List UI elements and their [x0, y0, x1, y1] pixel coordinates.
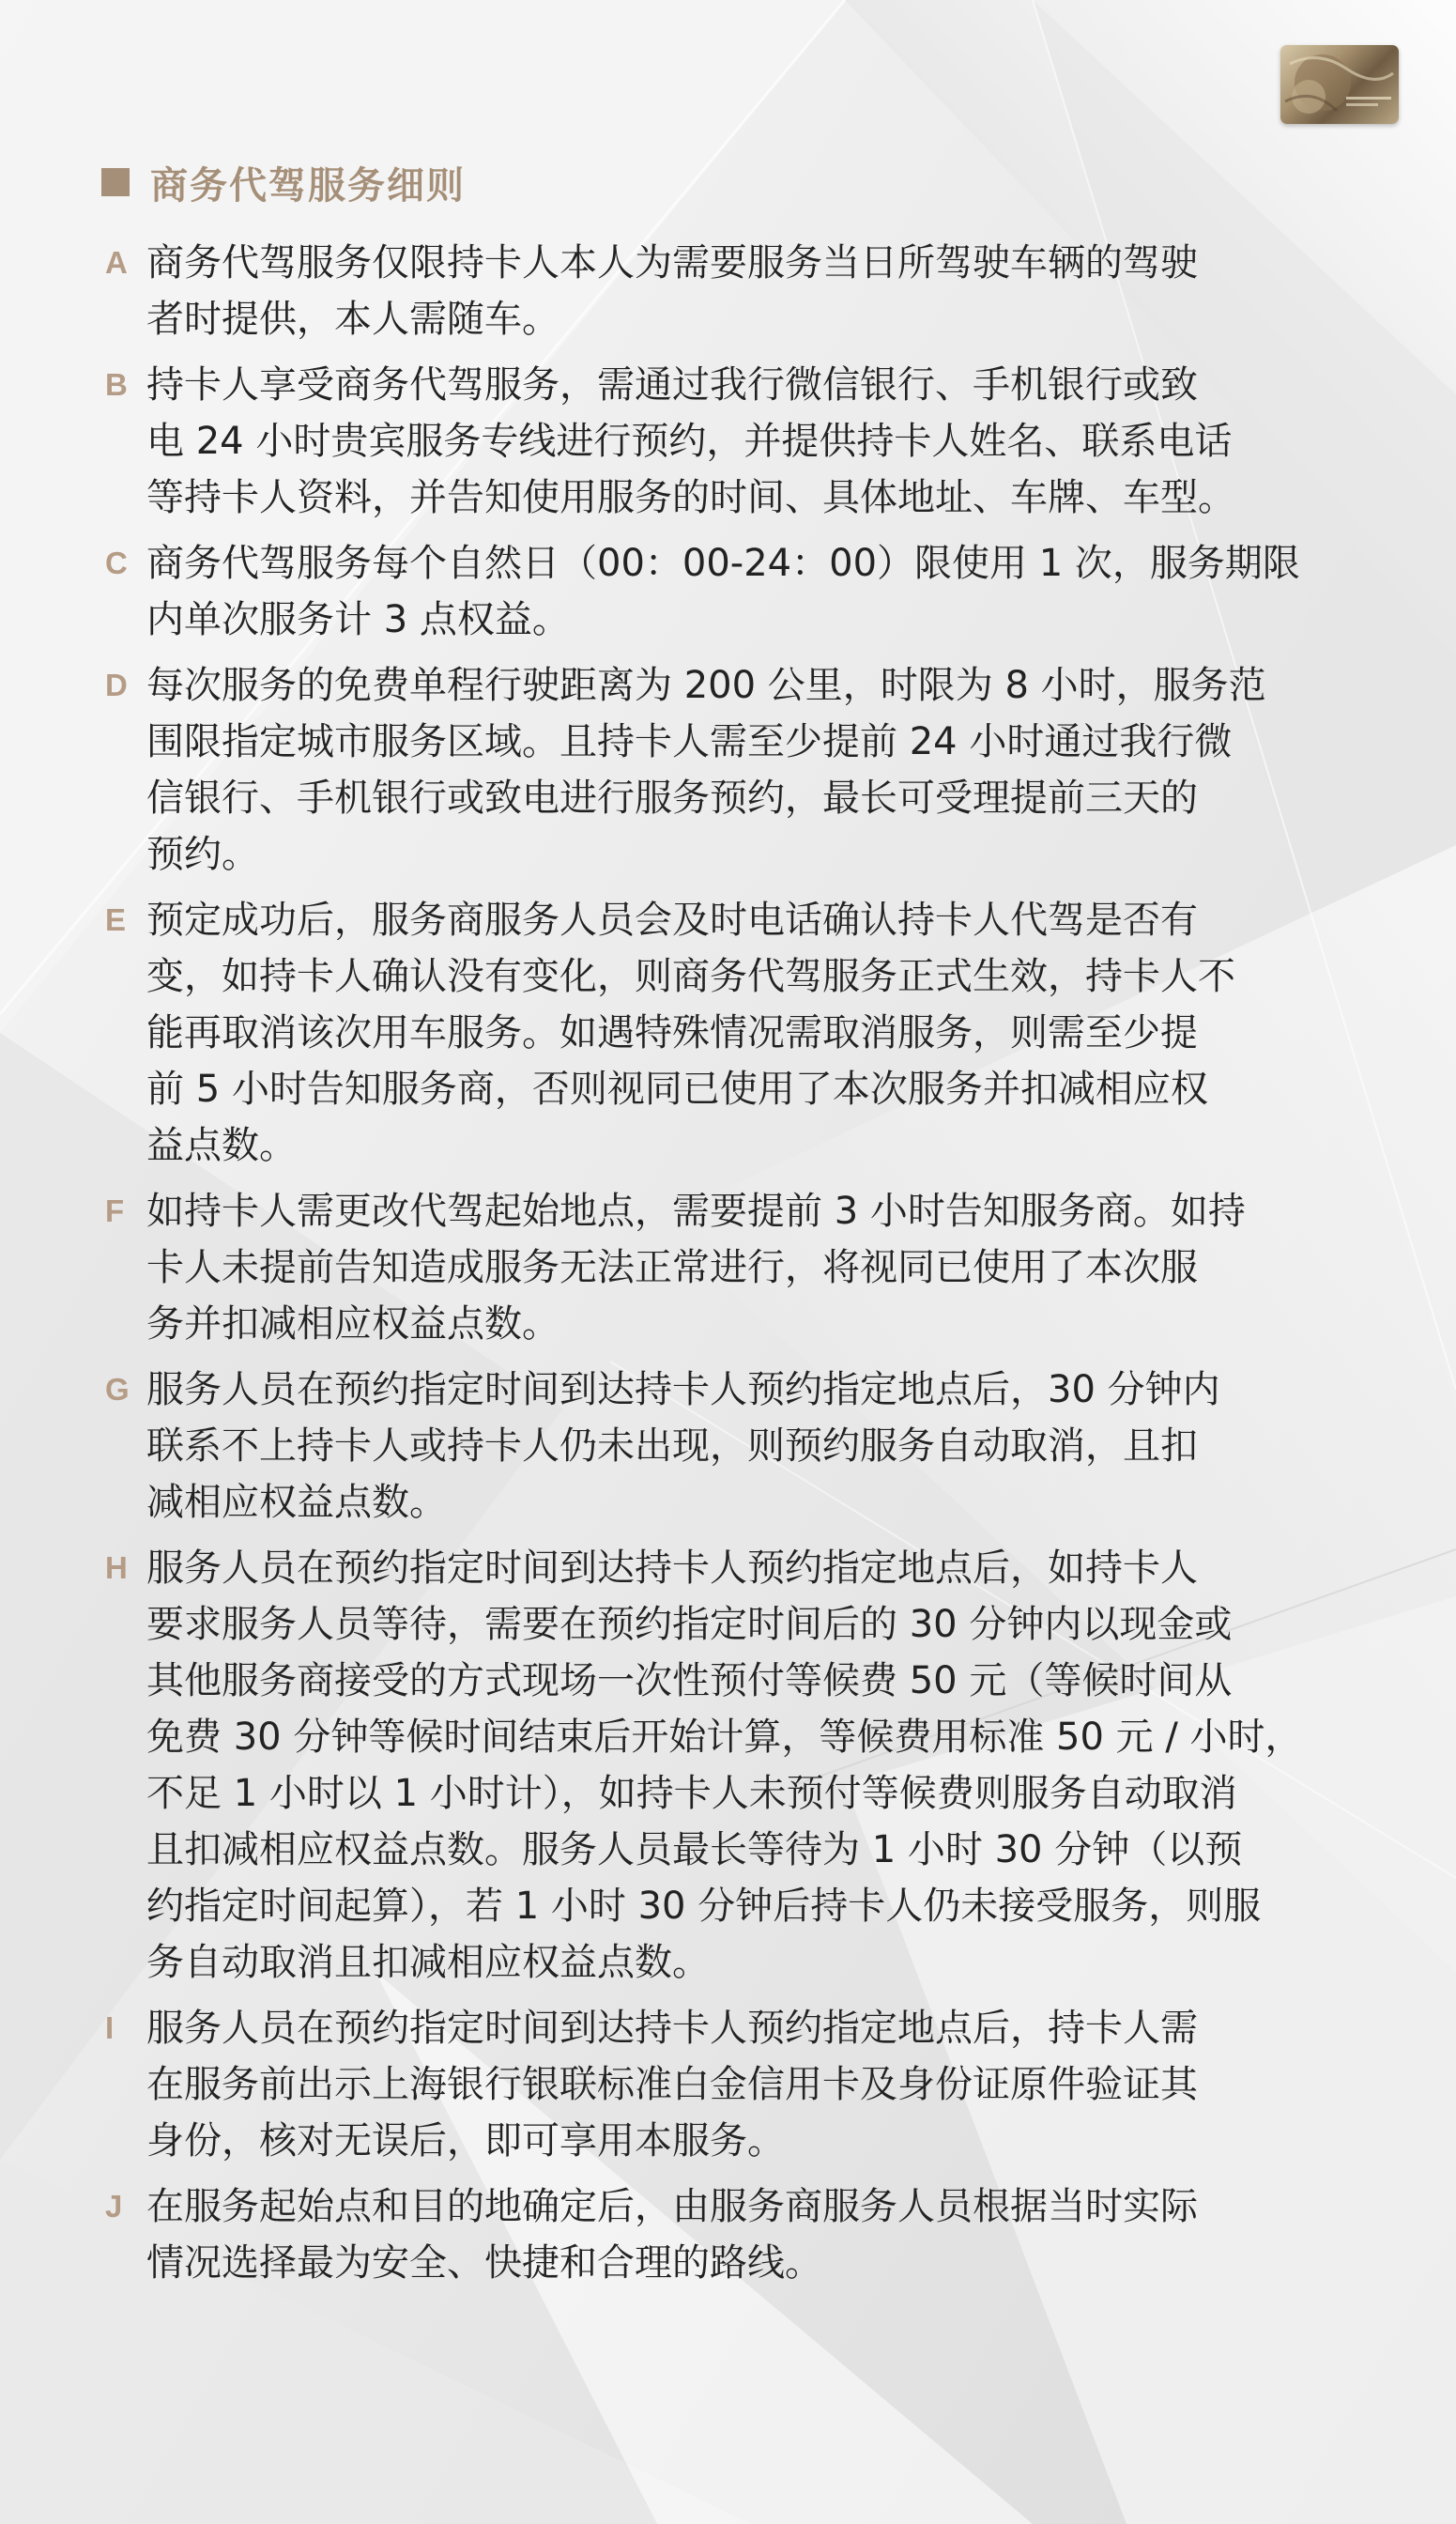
rule-text: [146, 657, 1372, 883]
rule-letter: A: [105, 245, 128, 280]
rule-line: 变，如持卡人确认没有变化，则商务代驾服务正式生效，持卡人不: [146, 955, 1235, 998]
rule-letter: J: [105, 2189, 123, 2224]
rule-line: 务自动取消且扣减相应权益点数。: [146, 1941, 710, 1984]
rule-letter: I: [105, 2010, 115, 2045]
credit-card-image: [1280, 45, 1399, 124]
rule-line: 商务代驾服务每个自然日（00：00-24：00）限使用 1 次，服务期限: [146, 542, 1300, 585]
rule-line: 卡人未提前告知造成服务无法正常进行，将视同已使用了本次服: [146, 1246, 1198, 1289]
rule-item: [105, 1362, 1372, 1531]
rule-line: 者时提供，本人需随车。: [146, 298, 559, 341]
rule-line: 商务代驾服务仅限持卡人本人为需要服务当日所驾驶车辆的驾驶: [146, 241, 1198, 285]
rule-letter: E: [105, 902, 127, 937]
rule-line: 预定成功后，服务商服务人员会及时电话确认持卡人代驾是否有: [146, 899, 1198, 942]
rule-letter: D: [105, 668, 128, 702]
square-bullet-icon: [101, 168, 130, 196]
rule-item: [105, 2178, 1372, 2291]
rule-text: [146, 235, 1372, 347]
rule-letter: H: [105, 1550, 128, 1585]
rule-letter: G: [105, 1372, 130, 1407]
rule-item: [105, 235, 1372, 347]
rule-line: 要求服务人员等待，需要在预约指定时间后的 30 分钟内以现金或: [146, 1603, 1233, 1646]
rule-line: 每次服务的免费单程行驶距离为 200 公里，时限为 8 小时，服务范: [146, 664, 1266, 707]
rule-line: 内单次服务计 3 点权益。: [146, 598, 570, 641]
rule-line: 能再取消该次用车服务。如遇特殊情况需取消服务，则需至少提: [146, 1011, 1198, 1054]
rule-line: 等持卡人资料，并告知使用服务的时间、具体地址、车牌、车型。: [146, 476, 1235, 519]
rule-line: 在服务起始点和目的地确定后，由服务商服务人员根据当时实际: [146, 2185, 1198, 2228]
rule-line: 服务人员在预约指定时间到达持卡人预约指定地点后，如持卡人: [146, 1547, 1198, 1590]
rule-line: 身份，核对无误后，即可享用本服务。: [146, 2119, 785, 2162]
rule-line: 约指定时间起算），若 1 小时 30 分钟后持卡人仍未接受服务，则服: [146, 1885, 1262, 1928]
rule-line: 服务人员在预约指定时间到达持卡人预约指定地点后，持卡人需: [146, 2007, 1198, 2050]
rule-text: [146, 2000, 1372, 2169]
rule-text: [146, 1362, 1372, 1531]
rule-line: 联系不上持卡人或持卡人仍未出现，则预约服务自动取消，且扣: [146, 1424, 1198, 1468]
rule-line: 电 24 小时贵宾服务专线进行预约，并提供持卡人姓名、联系电话: [146, 420, 1233, 463]
rule-line: 持卡人享受商务代驾服务，需通过我行微信银行、手机银行或致: [146, 363, 1198, 407]
rule-item: [105, 657, 1372, 883]
rule-item: [105, 357, 1372, 526]
rule-line: 不足 1 小时以 1 小时计），如持卡人未预付等候费则服务自动取消: [146, 1772, 1237, 1815]
rule-line: 信银行、手机银行或致电进行服务预约，最长可受理提前三天的: [146, 777, 1198, 820]
rule-line: 在服务前出示上海银行银联标准白金信用卡及身份证原件验证其: [146, 2063, 1198, 2106]
rule-line: 且扣减相应权益点数。服务人员最长等待为 1 小时 30 分钟（以预: [146, 1828, 1243, 1871]
rule-item: [105, 892, 1372, 1174]
section-title: 商务代驾服务细则: [150, 163, 466, 208]
rule-letter: B: [105, 367, 128, 402]
rule-line: 前 5 小时告知服务商，否则视同已使用了本次服务并扣减相应权: [146, 1068, 1208, 1111]
rule-text: [146, 357, 1372, 526]
rule-line: 益点数。: [146, 1124, 297, 1167]
rules-list: [105, 235, 1372, 2301]
rule-line: 围限指定城市服务区域。且持卡人需至少提前 24 小时通过我行微: [146, 720, 1233, 763]
rule-line: 预约。: [146, 833, 259, 876]
rule-line: 服务人员在预约指定时间到达持卡人预约指定地点后，30 分钟内: [146, 1368, 1220, 1411]
rule-item: [105, 535, 1372, 648]
rule-text: [146, 1540, 1372, 1991]
rule-line: 务并扣减相应权益点数。: [146, 1302, 559, 1346]
rule-line: 其他服务商接受的方式现场一次性预付等候费 50 元（等候时间从: [146, 1659, 1233, 1702]
rule-line: 如持卡人需更改代驾起始地点，需要提前 3 小时告知服务商。如持: [146, 1190, 1246, 1233]
rule-item: [105, 1183, 1372, 1352]
rule-letter: C: [105, 546, 128, 580]
rule-letter: F: [105, 1193, 125, 1228]
rule-line: 减相应权益点数。: [146, 1481, 447, 1524]
rule-text: [146, 892, 1372, 1174]
rule-text: [146, 2178, 1372, 2291]
rule-item: [105, 2000, 1372, 2169]
rule-line: 免费 30 分钟等候时间结束后开始计算，等候费用标准 50 元 / 小时，: [146, 1716, 1303, 1759]
rule-text: [146, 1183, 1372, 1352]
section-heading: [101, 156, 466, 208]
rule-item: [105, 1540, 1372, 1991]
rule-text: [146, 535, 1372, 648]
rule-line: 情况选择最为安全、快捷和合理的路线。: [146, 2241, 822, 2285]
